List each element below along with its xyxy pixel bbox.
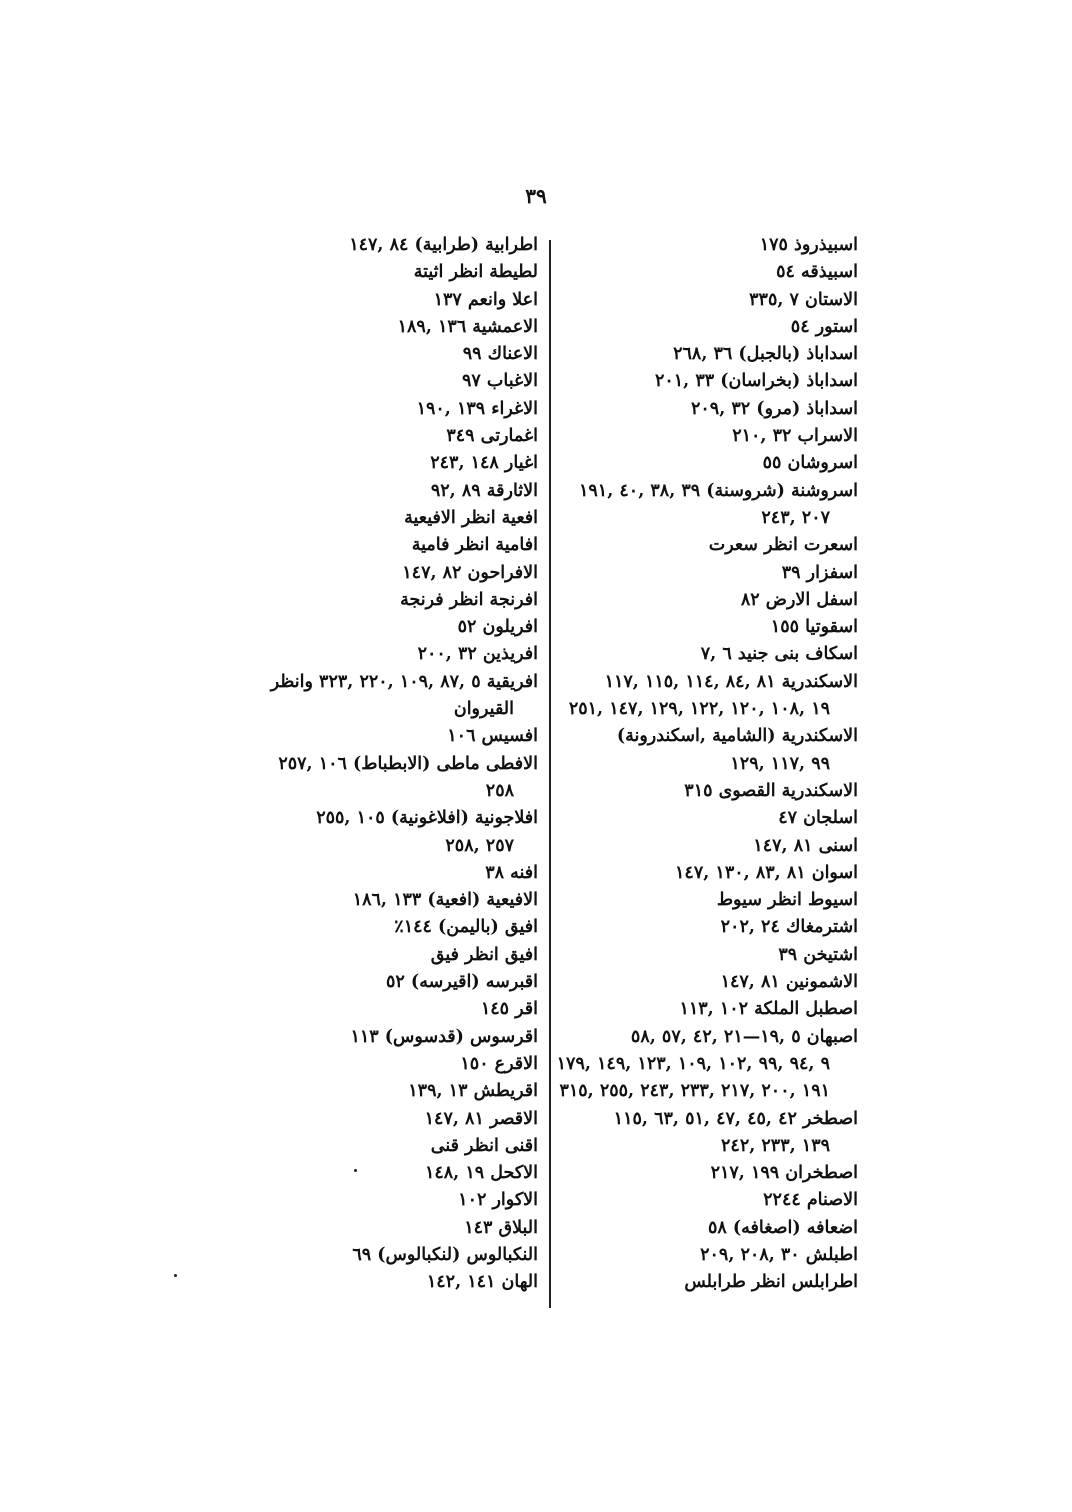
index-entry: ١٩١ ,٢٠٠ ,٢١٧ ,٢٣٣ ,٢٤٣ ,٢٥٥ ,٣١٥ [559, 1081, 830, 1102]
index-entry: الاعمشية ١٣٦ ,١٨٩ [397, 316, 538, 337]
index-entry: اضعافه (اصغافه) ٥٨ [707, 1217, 858, 1238]
index-entry: اطرابلس انظر طرابلس [684, 1272, 858, 1293]
index-entry: استور ٥٤ [790, 316, 858, 337]
index-entry: الاستان ٧ ,٣٣٥ [749, 289, 858, 310]
ink-speck [354, 1169, 357, 1172]
index-entry: اطبلش ٣٠ ,٢٠٨ ,٢٠٩ [700, 1244, 858, 1265]
index-entry: الاقرع ١٥٠ [460, 1053, 538, 1074]
index-entry: اسروشنة (شروسنة) ٣٩ ,٣٨ ,٤٠ ,١٩١ [578, 480, 858, 501]
index-entry: اطرابية (طرابية) ٨٤ ,١٤٧ [349, 235, 538, 255]
index-entry: اسفزار ٣٩ [781, 562, 858, 583]
index-entry: اسروشان ٥٥ [762, 453, 858, 474]
index-entry: الاسكندرية ٨١ ,٨٤ ,١١٤ ,١١٥ ,١١٧ [604, 671, 858, 692]
index-entry: اقنى انظر قنى [430, 1135, 538, 1156]
index-entry: اسداباذ (بالجبل) ٣٦ ,٢٦٨ [673, 344, 858, 365]
index-entry: افرنجة انظر فرنجة [400, 589, 538, 610]
index-entry: اسبيذروذ ١٧٥ [759, 235, 858, 255]
index-entry: الاشمونين ٨١ ,١٤٧ [720, 972, 858, 993]
index-entry: افلاجونية (افلاغونية) ١٠٥ ,٢٥٥ [316, 808, 538, 829]
index-entry: ٢٠٧ ,٢٤٣ [761, 507, 830, 528]
index-entry: اسكاف بنى جنيد ٦ ,٧ [700, 644, 858, 665]
index-entry: ١٣٩ ,٢٣٣ ,٢٤٢ [721, 1135, 830, 1156]
index-entry: ٩٩ ,١١٧ ,١٢٩ [730, 753, 830, 774]
index-entry: اقر ١٤٥ [480, 999, 538, 1020]
index-entry: اسفل الارض ٨٢ [740, 589, 858, 610]
index-entry: اسنى ٨١ ,١٤٧ [753, 835, 858, 856]
index-entry: اسعرت انظر سعرت [708, 535, 858, 556]
index-column-left [238, 232, 538, 1297]
index-entry: اسيوط انظر سيوط [716, 890, 858, 911]
index-entry: الاصنام ٢٢٤٤ [763, 1190, 858, 1211]
index-entry: اعلا وانعم ١٣٧ [433, 289, 538, 310]
index-entry: الاغباب ٩٧ [462, 371, 538, 392]
index-entry: الاكحل ١٩ ,١٤٨ [424, 1163, 538, 1184]
index-entry: افريلون ٥٢ [457, 617, 538, 638]
index-entry: افسيس ١٠٦ [447, 726, 538, 747]
index-entry: افامية انظر فامية [411, 535, 538, 556]
index-entry: افيق انظر فيق [430, 944, 538, 965]
index-entry: الافيعية (افعية) ١٣٣ ,١٨٦ [352, 890, 538, 911]
index-entry: ٢٥٧ ,٢٥٨ [445, 835, 514, 856]
index-entry: اصبهان ٥ ,١٩—٢١ ,٤٢ ,٥٧ ,٥٨ [630, 1026, 858, 1047]
index-entry: اغيار ١٤٨ ,٢٤٣ [430, 453, 538, 474]
index-entry: افيق (باليمن) ١٤٤٪ [394, 917, 538, 938]
index-entry: الافراحون ٨٢ ,١٤٧ [402, 562, 538, 583]
page-number: ٣٩ [525, 184, 547, 208]
index-entry: اسقوتيا ١٥٥ [770, 617, 858, 638]
index-entry: افريقية ٥ ,٨٧ ,١٠٩ ,٢٢٠ ,٣٢٣ وانظر [270, 671, 538, 692]
index-entry: الاسراب ٣٢ ,٢١٠ [732, 426, 858, 447]
index-entry: افنه ٣٨ [485, 862, 538, 883]
index-entry: الافطى ماطى (الابطباط) ١٠٦ ,٢٥٧ [278, 753, 538, 774]
index-entry: ٩ ,٩٤ ,٩٩ ,١٠٢ ,١٠٩ ,١٢٣ ,١٤٩ ,١٧٩ [556, 1053, 830, 1074]
index-entry: الاسكندرية (الشامية ,اسكندرونة) [616, 726, 858, 747]
index-entry: اسداباذ (بخراسان) ٣٣ ,٢٠١ [654, 371, 858, 392]
index-entry: الاغراء ١٣٩ ,١٩٠ [416, 398, 538, 419]
index-entry: الاعناك ٩٩ [462, 344, 538, 365]
index-entry: الاكوار ١٠٢ [458, 1190, 538, 1211]
index-entry: اصطخران ١٩٩ ,٢١٧ [710, 1163, 858, 1184]
index-entry: اقبرسه (اقيرسه) ٥٢ [386, 972, 538, 993]
index-entry: الاسكندرية القصوى ٣١٥ [684, 780, 858, 801]
index-entry: النكبالوس (لنكبالوس) ٦٩ [352, 1244, 538, 1265]
index-entry: اقريطش ١٣ ,١٣٩ [408, 1081, 538, 1102]
index-entry: افعية انظر الافيعية [404, 507, 538, 528]
index-entry: الاقصر ٨١ ,١٤٧ [424, 1108, 538, 1129]
index-entry: القيروان [453, 699, 514, 720]
index-entry: اسداباذ (مرو) ٣٢ ,٢٠٩ [691, 398, 858, 419]
index-entry: اسلجان ٤٧ [778, 808, 858, 829]
index-entry: اغمارتى ٣٤٩ [446, 426, 538, 447]
index-entry: البلاق ١٤٣ [464, 1217, 538, 1238]
index-entry: اصطبل الملكة ١٠٢ ,١١٣ [679, 999, 858, 1020]
index-entry: ٢٥٨ [485, 780, 514, 801]
index-entry: اشترمغاك ٢٤ ,٢٠٢ [720, 917, 858, 938]
index-column-right [526, 232, 858, 1297]
ink-speck [174, 1274, 177, 1277]
index-entry: الهان ١٤١ ,١٤٢ [426, 1272, 538, 1293]
index-entry: الاثارقة ٨٩ ,٩٢ [430, 480, 538, 501]
column-divider [549, 240, 551, 1308]
index-entry: ١٩ ,١٠٨ ,١٢٠ ,١٢٢ ,١٢٩ ,١٤٧ ,٢٥١ [568, 699, 830, 720]
index-entry: اشتيخن ٣٩ [778, 944, 858, 965]
index-entry: اقرسوس (قدسوس) ١١٣ [350, 1026, 538, 1047]
index-entry: اسوان ٨١ ,٨٣ ,١٣٠ ,١٤٧ [675, 862, 858, 883]
index-entry: لطيطة انظر اثيتة [413, 262, 538, 283]
index-entry: اسبيذقه ٥٤ [776, 262, 858, 283]
index-entry: اصطخر ٤٢ ,٤٥ ,٤٧ ,٥١ ,٦٣ ,١١٥ [613, 1108, 858, 1129]
index-entry: افريذين ٣٢ ,٢٠٠ [417, 644, 538, 665]
